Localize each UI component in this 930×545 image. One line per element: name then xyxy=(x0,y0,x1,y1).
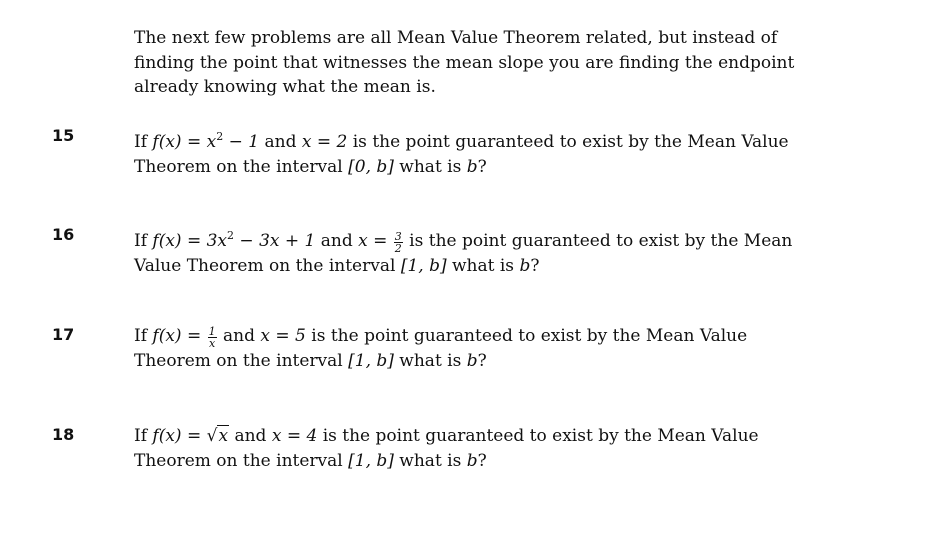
point-expression: x = 2 xyxy=(301,132,348,152)
interval-expression: [0, b] xyxy=(348,156,394,177)
intro-paragraph: The next few problems are all Mean Value Theorem related, but instead of finding the point that witnesses the mean slope you are finding the endpoint already knowing what the mean is. xyxy=(134,28,795,97)
function-expression: f(x) = √x xyxy=(152,426,229,446)
interval-expression: [1, b] xyxy=(400,256,447,276)
function-expression: $f(x) = 3x^2 - 3x + 1$ xyxy=(152,229,316,251)
interval-expression: [1, b] xyxy=(348,351,394,371)
point-expression: x = $\frac{3}{2}$ xyxy=(358,230,402,255)
problem-text: If $f(x) = x^2 - 1$ and x = 2 is the point guaranteed to exist by the Mean Value Theorem on the interval [0, b] what is b? xyxy=(134,130,789,177)
problem-number: 18 xyxy=(52,425,75,444)
problem-text: If f(x) = $\frac{1}{x}$ and x = 5 is the point guaranteed to exist by the Mean Value Theorem on the interval [1, b] what is b? xyxy=(134,325,748,371)
point-expression: x = 4 xyxy=(271,426,318,446)
problem-number: 15 xyxy=(52,126,75,145)
problem-text: If $f(x) = 3x^2 - 3x + 1$ and x = $\frac{3}{2}$ is the point guaranteed to exist by the Mean Value Theorem on the interval [1, b] what is b? xyxy=(134,229,793,276)
problem-text: If f(x) = √x and x = 4 is the point guaranteed to exist by the Mean Value Theorem on the interval [1, b] what is b? xyxy=(134,426,759,471)
interval-expression: [1, b] xyxy=(348,450,394,471)
fraction: $\frac{1}{x}$ xyxy=(208,325,216,350)
function-expression: f(x) = $\frac{1}{x}$ xyxy=(152,325,216,350)
square-root-symbol: √ xyxy=(206,426,218,446)
radicand: x xyxy=(218,426,229,446)
problem-number: 17 xyxy=(52,325,75,344)
fraction: $\frac{3}{2}$ xyxy=(394,230,402,255)
point-expression: x = 5 xyxy=(260,326,306,346)
problem-number: 16 xyxy=(52,225,75,244)
function-expression: $f(x) = x^2 - 1$ xyxy=(152,130,260,152)
